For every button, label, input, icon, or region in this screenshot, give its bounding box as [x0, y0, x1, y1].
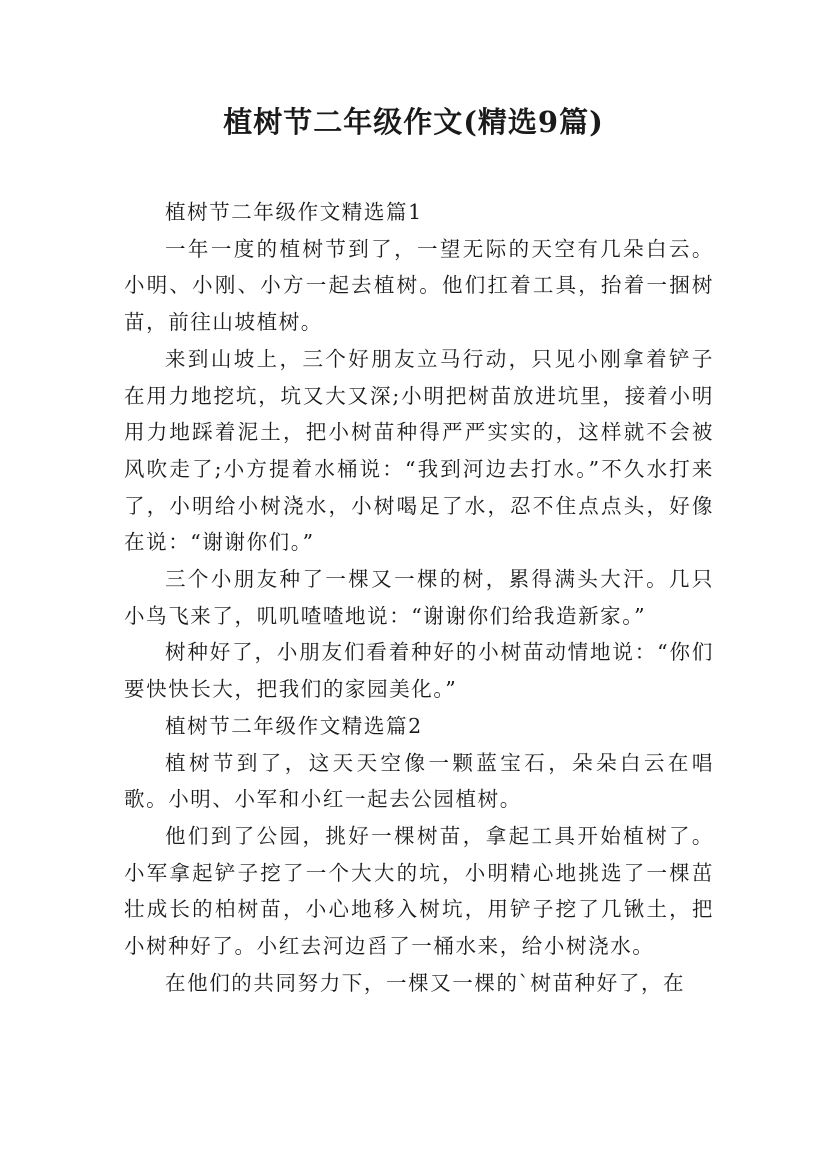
section-heading-1: 植树节二年级作文精选篇1: [165, 200, 423, 224]
paragraph: 在他们的共同努力下，一棵又一棵的`树苗种好了，在: [165, 970, 686, 995]
paragraph: 植树节到了，这天天空像一颗蓝宝石，朵朵白云在唱歌。小明、小军和小红一起去公园植树。: [124, 750, 714, 812]
paragraph: 树种好了，小朋友们看着种好的小树苗动情地说：“你们要快快长大，把我们的家园美化。”: [124, 640, 714, 702]
document-title: 植树节二年级作文(精选9篇): [223, 105, 604, 139]
paragraph: 三个小朋友种了一棵又一棵的树，累得满头大汗。几只小鸟飞来了，叽叽喳喳地说：“谢谢你们给我造新家。”: [124, 567, 714, 628]
paragraph: 来到山坡上，三个好朋友立马行动，只见小刚拿着铲子在用力地挖坑，坑又大又深;小明把树苗放进坑里，接着小明用力地踩着泥土，把小树苗种得严严实实的，这样就不会被风吹走了;小方提着水桶说：“我到河边去打水。”不久水打来了，小明给小树浇水，小树喝足了水，忍不住点点头，好像在说：“谢谢你们。”: [124, 346, 714, 555]
document-body: [124, 194, 714, 1001]
paragraph: 他们到了公园，挑好一棵树苗，拿起工具开始植树了。小军拿起铲子挖了一个大大的坑，小明精心地挑选了一棵茁壮成长的柏树苗，小心地移入树坑，用铲子挖了几锹土，把小树种好了。小红去河边舀了一桶水来，给小树浇水。: [124, 823, 714, 959]
section-heading-2: 植树节二年级作文精选篇2: [165, 713, 423, 738]
paragraph: 一年一度的植树节到了，一望无际的天空有几朵白云。小明、小刚、小方一起去植树。他们扛着工具，抬着一捆树苗，前往山坡植树。: [124, 236, 714, 335]
